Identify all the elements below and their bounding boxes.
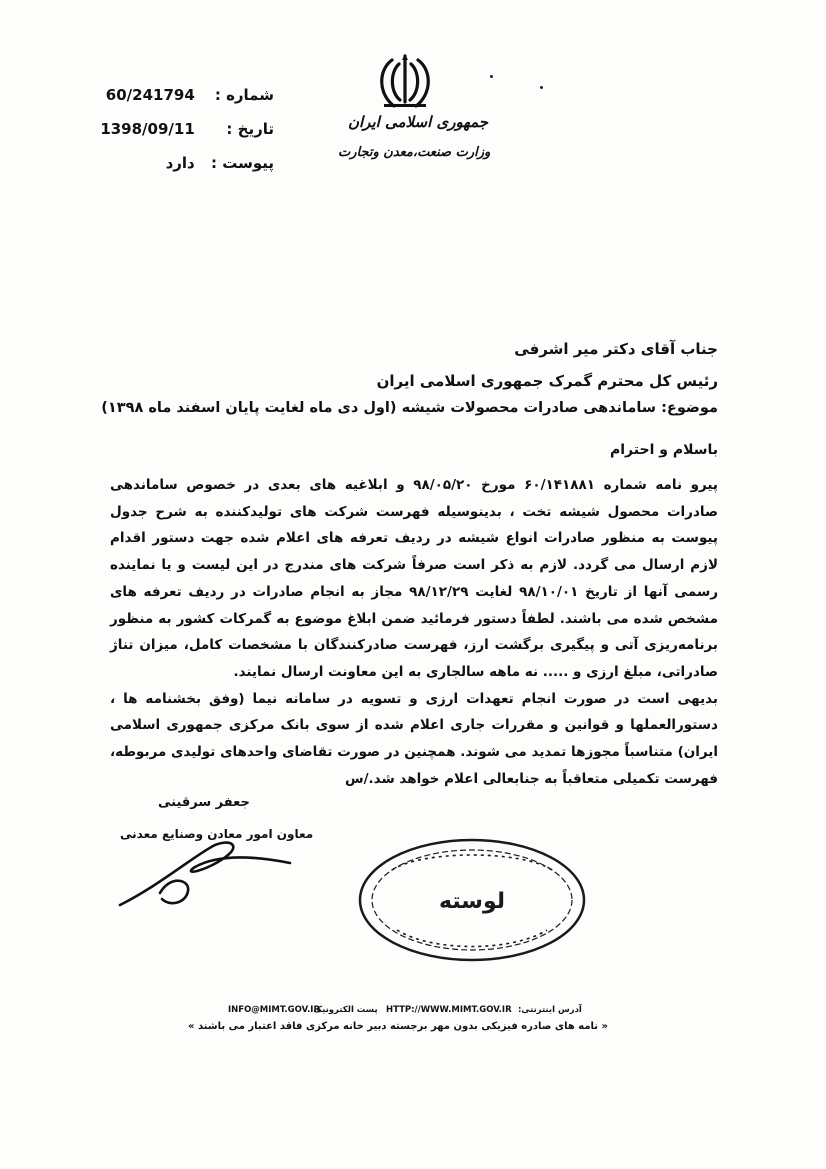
signatory-title: معاون امور معادن وصنایع معدنی [120,827,314,841]
iran-emblem-icon [370,52,440,112]
scan-speck [490,75,493,78]
letter-attachment-row [84,146,274,180]
body-paragraph-2: بدیهی است در صورت انجام تعهدات ارزی و تسویه در سامانه نیما (وفق بخشنامه ها ، دستورالعملها و قوانین و مقررات جاری اعلام شده از سوی بانک مرکزی جمهوری اسلامی ایران) متناسباً مجوزها تمدید می شوند. همچنین در صورت تقاضای واحدهای تولیدی مربوطه، فهرست تکمیلی متعاقباً به جنابعالی اعلام خواهد شد./س [110,690,718,787]
footer-website[interactable]: HTTP://WWW.MIMT.GOV.IR [386,1005,512,1015]
letter-number-value: 60/241794 [105,86,195,104]
addressee-title: رئیس کل محترم گمرک جمهوری اسلامی ایران [376,372,718,390]
letter-date-row [84,112,274,146]
letter-date-label: تاریخ : [226,120,274,138]
letter-meta [84,78,274,180]
letter-body [110,472,718,792]
stamp-center-text: لوسته [438,889,506,914]
letter-attachment-label: پیوست : [210,154,274,172]
signatory-name: جعفر سرقینی [158,795,250,810]
handwritten-signature [100,815,300,920]
letter-date-value: 1398/09/11 [100,120,195,138]
footer-email[interactable]: INFO@MIMT.GOV.IR [228,1005,321,1015]
body-paragraph-1: پیرو نامه شماره ۶۰/۱۴۱۸۸۱ مورخ ۹۸/۰۵/۲۰ و ابلاغیه های بعدی در خصوص ساماندهی صادرات محصول شیشه تخت ، بدینوسیله فهرست شرکت های تولیدکننده به شرح جدول پیوست به منظور صادرات انواع شیشه در ردیف تعرفه های اعلام شده جهت دستور اقدام لازم ارسال می گردد. لازم به ذکر است صرفاً شرکت های مندرج در این لیست و یا نماینده رسمی آنها از تاریخ ۹۸/۱۰/۰۱ لغایت ۹۸/۱۲/۲۹ مجاز به انجام صادرات در ردیف تعرفه های مشخص شده می باشند. لطفاً دستور فرمائید ضمن ابلاغ موضوع به گمرکات کشور به منظور برنامه‌ریزی آتی و پیگیری برگشت ارز، فهرست صادرکنندگان با مشخصات کامل، میزان تناژ صادراتی، مبلغ ارزی و ..... نه ماهه سالجاری به این معاونت ارسال نمایند. [110,477,718,680]
footer-email-label: پست الکترونیک: [310,1005,378,1015]
greeting: باسلام و احترام [610,442,718,458]
official-stamp [352,830,592,970]
letter-subject: موضوع: ساماندهی صادرات محصولات شیشه (اول دی ماه لغایت پایان اسفند ماه ۱۳۹۸) [101,400,718,416]
letter-attachment-value: دارد [165,154,195,172]
scan-speck [540,86,543,89]
footer-website-label: آدرس اینترنتی: [518,1005,582,1015]
addressee-name: جناب آقای دکتر میر اشرفی [514,340,718,358]
org-name: جمهوری اسلامی ایران [348,113,489,131]
letter-number-label: شماره : [214,86,274,104]
letter-number-row [84,78,274,112]
ministry-name: وزارت صنعت،معدن وتجارت [338,145,491,160]
footer-validity-note: « نامه های صادره فیزیکی بدون مهر برجسته دبیر خانه مرکزی فاقد اعتبار می باشند » [188,1021,608,1032]
